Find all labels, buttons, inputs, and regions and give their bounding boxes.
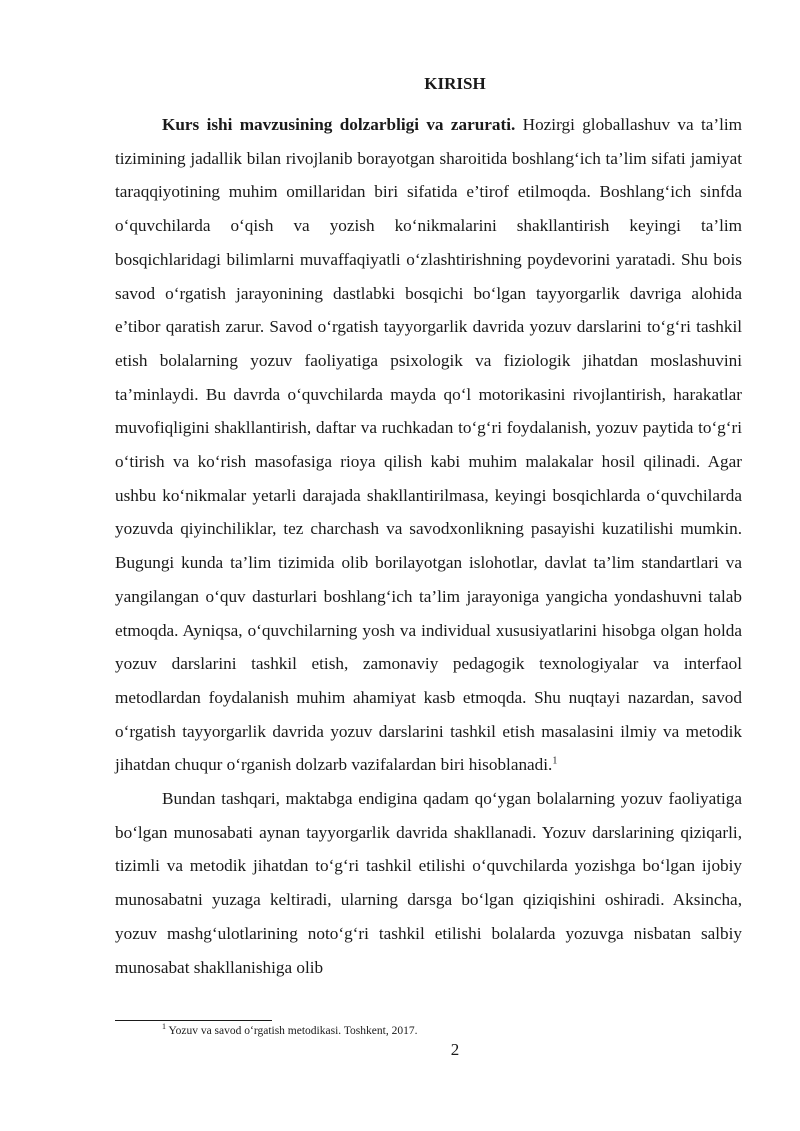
section-heading: KIRISH [424,74,486,93]
footnote-separator [115,1020,272,1021]
paragraph-1-text: Hozirgi globallashuv va ta’lim tizimining jadallik bilan rivojlanib borayotgan sharoitida boshlang‘ich ta’lim sifati jamiyat taraqqiyotining muhim omillaridan biri sifatida e’tirof etilmoqda. Boshlang‘ich sinfda o‘quvchilarda o‘qish va yozish ko‘nikmalarini shakllantirish keyingi ta’lim bosqichlaridagi bilimlarni muvaffaqiyatli o‘zlashtirishning poydevorini yaratadi. Shu bois savod o‘rgatish jarayonining dastlabki bosqichi bo‘lgan tayyorgarlik davriga alohida e’tibor qaratish zarur. Savod o‘rgatish tayyorgarlik davrida yozuv darslarini to‘g‘ri tashkil etish bolalarning yozuv faoliyatiga psixologik va fiziologik jihatdan moslashuvini ta’minlaydi. Bu davrda o‘quvchilarda mayda qo‘l motorikasini rivojlantirish, harakatlar muvofiqligini shakllantirish, daftar va ruchkadan to‘g‘ri foydalanish, yozuv paytida to‘g‘ri o‘tirish va ko‘rish masofasiga rioya qilish kabi muhim malakalar hosil qilinadi. Agar ushbu ko‘nikmalar yetarli darajada shakllantirilmasa, keyingi bosqichlarda o‘quvchilarda yozuvda qiyinchiliklar, tez charchash va savodxonlikning pasayishi kuzatilishi mumkin. Bugungi kunda ta’lim tizimida olib borilayotgan islohotlar, davlat ta’lim standartlari va yangilangan o‘quv dasturlari boshlang‘ich ta’lim jarayoniga yangicha yondashuvni talab etmoqda. Ayniqsa, o‘quvchilarning yosh va individual xususiyatlarini hisobga olgan holda yozuv darslarini tashkil etish, zamonaviy pedagogik texnologiyalar va interfaol metodlardan foydalanish muhim ahamiyat kasb etmoqda. Shu nuqtayi nazardan, savod o‘rgatish tayyorgarlik davrida yozuv darslarini tashkil etish masalasini ilmiy va metodik jihatdan chuqur o‘rganish dolzarb vazifalardan biri hisoblanadi. [115,115,743,775]
paragraph-1 [115,108,742,782]
paragraph-2: Bundan tashqari, maktabga endigina qadam qo‘ygan bolalarning yozuv faoliyatiga bo‘lgan munosabati aynan tayyorgarlik davrida shakllanadi. Yozuv darslarining qiziqarli, tizimli va metodik jihatdan to‘g‘ri tashkil etilishi o‘quvchilarda yozishga bo‘lgan ijobiy munosabatni yuzaga keltiradi, ularning darsga bo‘lgan qiziqishini oshiradi. Aksincha, yozuv mashg‘ulotlarining noto‘g‘ri tashkil etilishi bolalarda yozuvga nisbatan salbiy munosabat shakllanishiga olib [115,789,742,977]
footnote-number: 1 [162,1022,166,1032]
footnote-text: Yozuv va savod o‘rgatish metodikasi. Toshkent, 2017. [166,1025,418,1037]
body-text [115,108,742,984]
page-number: 2 [450,1040,460,1059]
paragraph-lead: Kurs ishi mavzusining dolzarbligi va zarurati. [162,115,516,134]
footnote [162,1024,417,1038]
footnote-reference: 1 [552,755,558,767]
